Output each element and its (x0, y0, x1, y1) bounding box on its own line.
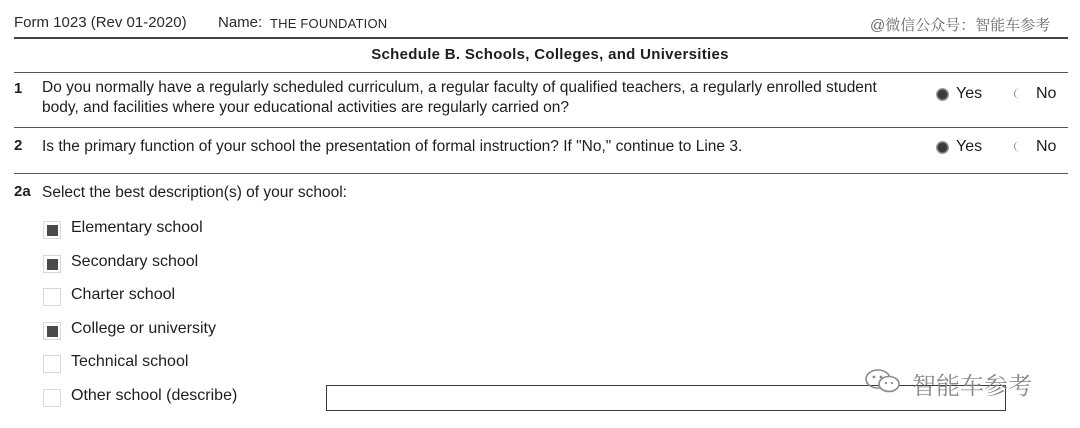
form-id: Form 1023 (Rev 01-2020) (14, 14, 187, 31)
watermark-top: @微信公众号：智能车参考 (870, 17, 1051, 34)
option-technical-checkbox[interactable] (43, 355, 61, 373)
option-technical-school[interactable] (43, 351, 303, 375)
schedule-title: Schedule B. Schools, Colleges, and Universities (371, 46, 729, 63)
question-1-divider (14, 127, 1068, 128)
question-2-divider (14, 173, 1068, 174)
question-2-no-radio[interactable] (1014, 141, 1026, 152)
option-other-school[interactable] (43, 385, 303, 409)
question-1-answer (934, 85, 1074, 107)
question-2-answer (934, 138, 1074, 160)
option-secondary-checkbox[interactable] (43, 255, 61, 273)
question-2-number: 2 (14, 137, 23, 154)
question-1-number: 1 (14, 80, 23, 97)
option-elementary-label: Elementary school (71, 219, 203, 236)
watermark-bottom-text: 智能车参考 (912, 373, 1032, 400)
option-technical-label: Technical school (71, 353, 189, 370)
option-college-checkbox[interactable] (43, 322, 61, 340)
question-2-yes-label: Yes (956, 138, 983, 155)
name-value: THE FOUNDATION (270, 16, 388, 31)
form-header (14, 10, 1074, 32)
question-2a-number: 2a (14, 183, 31, 200)
question-1-yes-radio[interactable] (936, 88, 949, 101)
question-1-no-radio[interactable] (1014, 88, 1026, 99)
option-other-checkbox[interactable] (43, 389, 61, 407)
option-college-label: College or university (71, 320, 216, 337)
option-elementary-school[interactable] (43, 217, 303, 241)
option-charter-school[interactable] (43, 284, 303, 308)
question-1-yes-label: Yes (956, 85, 983, 102)
title-divider (14, 72, 1068, 73)
wechat-icon (864, 368, 902, 394)
question-2-yes-radio[interactable] (936, 141, 949, 154)
question-2a-text: Select the best description(s) of your school: (42, 184, 347, 201)
option-secondary-label: Secondary school (71, 253, 199, 270)
question-1-text: Do you normally have a regularly scheduled curriculum, a regular faculty of qualified teachers, a regularly enrolled student body, and facilities where your educational activities are regularly carried on? (42, 79, 877, 116)
question-2-no-label: No (1036, 138, 1057, 155)
question-2-text: Is the primary function of your school the presentation of formal instruction? If "No," continue to Line 3. (42, 138, 743, 155)
option-college-university[interactable] (43, 318, 303, 342)
option-other-label: Other school (describe) (71, 387, 238, 404)
question-1-no-label: No (1036, 85, 1057, 102)
option-charter-checkbox[interactable] (43, 288, 61, 306)
header-divider (14, 37, 1068, 39)
name-label: Name: (218, 14, 263, 31)
option-elementary-checkbox[interactable] (43, 221, 61, 239)
option-secondary-school[interactable] (43, 251, 303, 275)
watermark-bottom (864, 366, 1064, 400)
option-charter-label: Charter school (71, 286, 176, 303)
